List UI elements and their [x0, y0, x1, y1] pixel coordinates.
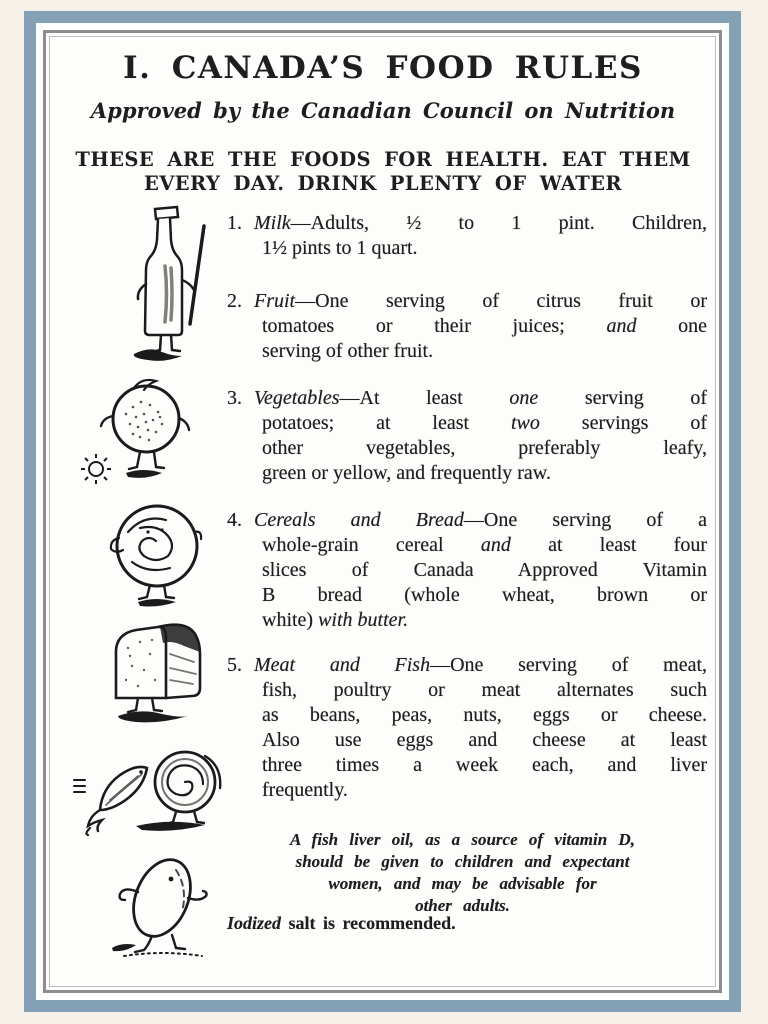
- text-segment: Cereals and Bread: [254, 509, 464, 531]
- text-line: [227, 728, 707, 753]
- text-line: [210, 873, 715, 895]
- text-segment: tomatoes or their juices;: [262, 315, 607, 337]
- text-segment: —One serving of meat,: [430, 654, 707, 676]
- illustration-egg: [90, 846, 224, 962]
- illustration-fruit: [78, 372, 206, 494]
- text-segment: Meat and Fish: [254, 654, 431, 676]
- citrus-fruit-character-icon: [78, 372, 206, 494]
- text-line: [227, 339, 707, 364]
- poster-title: I. CANADA’S FOOD RULES: [123, 50, 643, 86]
- text-segment: Iodized: [227, 913, 281, 933]
- illustration-meat-fish: [70, 736, 235, 836]
- text-line: [227, 778, 707, 803]
- text-segment: Fruit: [254, 290, 296, 312]
- text-segment: three times a week each, and liver: [262, 754, 707, 776]
- text-line: [227, 678, 707, 703]
- text-segment: salt is recommended.: [281, 913, 456, 933]
- text-segment: slices of Canada Approved Vitamin: [262, 559, 707, 581]
- text-segment: —One serving of citrus fruit or: [295, 290, 707, 312]
- text-line: [210, 829, 715, 851]
- text-line: [227, 211, 707, 236]
- text-segment: 3.: [227, 387, 242, 409]
- text-line: [227, 461, 707, 486]
- poster-subtitle: Approved by the Canadian Council on Nutrition: [90, 98, 676, 123]
- text-segment: —Adults, ½ to 1 pint. Children,: [290, 212, 707, 234]
- text-segment: potatoes; at least: [262, 412, 511, 434]
- text-segment: and: [606, 315, 637, 337]
- text-line: [227, 608, 707, 633]
- text-line: [227, 314, 707, 339]
- text-segment: two: [510, 412, 540, 434]
- illustration-vegetables: [96, 494, 214, 608]
- text-line: [227, 653, 707, 678]
- text-segment: Milk: [254, 212, 291, 234]
- tagline-line-2: EVERY DAY. DRINK PLENTY OF WATER: [143, 172, 623, 195]
- text-segment: white): [262, 609, 319, 631]
- text-line: [227, 753, 707, 778]
- milk-bottle-character-icon: [116, 204, 212, 366]
- bread-loaf-character-icon: [100, 610, 216, 724]
- rule-meat-and-fish: [227, 653, 707, 803]
- text-line: [227, 558, 707, 583]
- text-segment: as beans, peas, nuts, eggs or cheese.: [262, 704, 707, 726]
- text-line: [227, 508, 707, 533]
- poster-tagline: [44, 148, 722, 196]
- text-segment: frequently.: [262, 779, 348, 801]
- text-segment: —One serving of a: [463, 509, 708, 531]
- text-segment: other adults.: [415, 896, 510, 915]
- text-segment: whole-grain cereal: [262, 534, 481, 556]
- text-line: [227, 386, 707, 411]
- text-segment: women, and may be advisable for: [328, 874, 597, 893]
- text-segment: one: [509, 387, 539, 409]
- fish-and-meat-roll-characters-icon: [70, 736, 235, 836]
- rule-fruit: [227, 289, 707, 364]
- rule-milk: [227, 211, 707, 261]
- text-segment: one: [636, 315, 707, 337]
- text-segment: 1½ pints to 1 quart.: [262, 237, 418, 259]
- text-line: [227, 703, 707, 728]
- text-segment: at least four: [510, 534, 708, 556]
- text-segment: serving of other fruit.: [262, 340, 434, 362]
- text-segment: servings of: [539, 412, 707, 434]
- text-segment: Also use eggs and cheese at least: [262, 729, 707, 751]
- text-line: [227, 436, 707, 461]
- text-segment: with butter.: [318, 609, 409, 631]
- text-segment: 4.: [227, 509, 242, 531]
- text-line: [227, 533, 707, 558]
- text-segment: should be given to children and expectant: [295, 852, 630, 871]
- text-line: [227, 411, 707, 436]
- rule-cereals-and-bread: [227, 508, 707, 633]
- text-segment: —At least: [339, 387, 510, 409]
- vitamin-d-note: [210, 829, 715, 917]
- text-segment: other vegetables, preferably leafy,: [262, 437, 707, 459]
- sun-icon: [81, 454, 111, 484]
- illustration-milk: [116, 204, 212, 366]
- text-segment: Vegetables: [254, 387, 340, 409]
- text-segment: green or yellow, and frequently raw.: [262, 462, 551, 484]
- text-line: [210, 851, 715, 873]
- text-segment: B bread (whole wheat, brown or: [262, 584, 707, 606]
- cabbage-character-icon: [96, 494, 214, 608]
- text-line: [227, 289, 707, 314]
- text-segment: 1.: [227, 212, 242, 234]
- text-segment: and: [480, 534, 511, 556]
- iodized-salt-note: [227, 913, 707, 934]
- rule-vegetables: [227, 386, 707, 486]
- illustration-bread: [100, 610, 216, 724]
- text-segment: A fish liver oil, as a source of vitamin D,: [290, 830, 635, 849]
- text-line: [227, 913, 707, 934]
- text-segment: 5.: [227, 654, 242, 676]
- text-segment: 2.: [227, 290, 242, 312]
- text-line: [227, 583, 707, 608]
- tagline-line-1: THESE ARE THE FOODS FOR HEALTH. EAT THEM: [75, 148, 691, 171]
- text-line: [227, 236, 707, 261]
- text-segment: fish, poultry or meat alternates such: [262, 679, 707, 701]
- text-segment: serving of: [538, 387, 707, 409]
- egg-character-icon: [90, 846, 224, 962]
